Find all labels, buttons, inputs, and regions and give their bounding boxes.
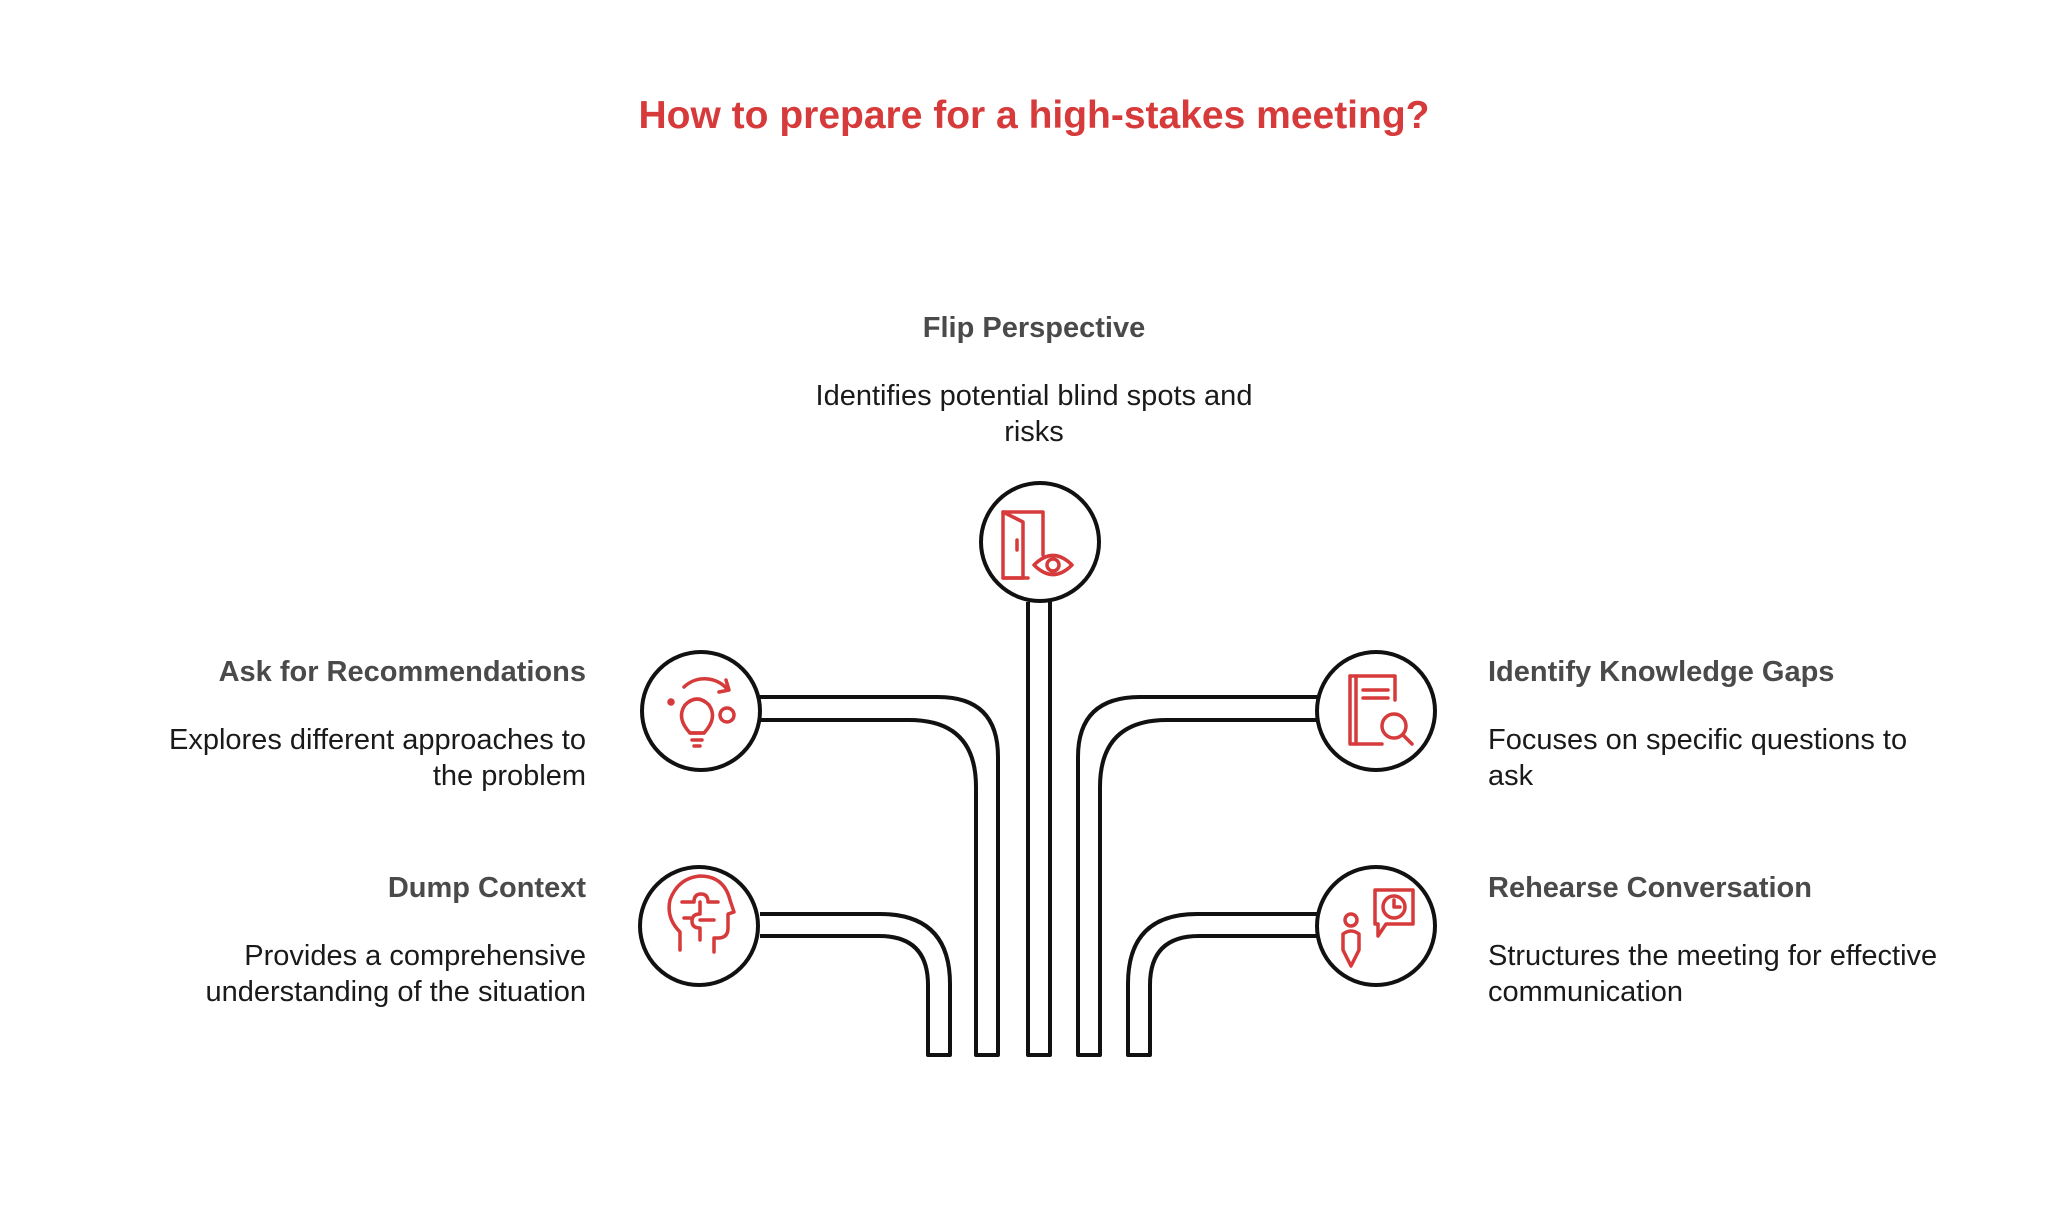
ask-recommendations-description: Explores different approaches to the problem xyxy=(168,724,586,792)
dump-circle xyxy=(640,867,758,985)
rehearse-conversation-title: Rehearse Conversation xyxy=(1488,872,1812,904)
pipe-dump xyxy=(760,914,950,1055)
page-title: How to prepare for a high-stakes meeting? xyxy=(638,94,1430,137)
dump-context-description: Provides a comprehensive understanding of the situation xyxy=(205,940,586,1008)
identify-knowledge-gaps-description: Focuses on specific questions to ask xyxy=(1488,724,1908,792)
rehearse-circle xyxy=(1317,867,1435,985)
pipe-ask xyxy=(760,697,998,1055)
pipe-flip xyxy=(1028,602,1050,1055)
rehearse-conversation-description: Structures the meeting for effective communication xyxy=(1488,940,1938,1008)
pipe-identify xyxy=(1078,697,1320,1055)
identify-circle xyxy=(1317,652,1435,770)
flip-circle xyxy=(981,483,1099,601)
identify-knowledge-gaps-title: Identify Knowledge Gaps xyxy=(1488,656,1835,688)
dump-context-title: Dump Context xyxy=(387,872,586,904)
flip-perspective-description: Identifies potential blind spots and risks xyxy=(815,380,1253,448)
ask-recommendations-title: Ask for Recommendations xyxy=(218,656,586,688)
pipe-rehearse xyxy=(1128,914,1320,1055)
ask-circle xyxy=(642,652,760,770)
flip-perspective-title: Flip Perspective xyxy=(922,312,1146,344)
